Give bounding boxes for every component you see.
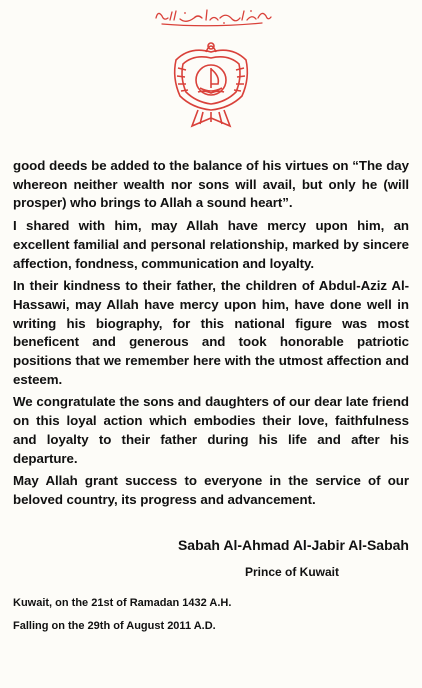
- letter-paragraph: May Allah grant success to everyone in the service of our beloved country, its progress and advancement.: [13, 473, 409, 507]
- letter-paragraph: In their kindness to their father, the children of Abdul-Aziz Al-Hassawi, may Allah have mercy upon him, have done well in writing his biography, for this national figure was most beneficent and generous and took honorable patriotic positions that we remember here with the utmost affection and esteem.: [13, 278, 409, 387]
- letter-paragraph: good deeds be added to the balance of his virtues on “The day whereon neither wealth nor sons will avail, but only he (will prosper) who brings to Allah a sound heart”.: [13, 158, 409, 211]
- date-hijri: Kuwait, on the 21st of Ramadan 1432 A.H.: [13, 597, 232, 609]
- letter-body: [13, 157, 409, 514]
- basmala-calligraphy-icon: [150, 6, 274, 28]
- signatory-name: Sabah Al-Ahmad Al-Jabir Al-Sabah: [177, 537, 409, 553]
- letter-paragraph: We congratulate the sons and daughters of our dear late friend on this loyal action which embodies their love, faithfulness and loyalty to their father during his life and after his departure.: [13, 394, 409, 466]
- date-gregorian: Falling on the 29th of August 2011 A.D.: [13, 620, 216, 632]
- letter-paragraph: I shared with him, may Allah have mercy upon him, an excellent familial and personal relationship, marked by sincere affection, fondness, communication and loyalty.: [13, 218, 409, 271]
- signatory-title: Prince of Kuwait: [244, 565, 339, 579]
- kuwait-emblem-icon: [168, 38, 254, 130]
- letterhead: [0, 0, 422, 140]
